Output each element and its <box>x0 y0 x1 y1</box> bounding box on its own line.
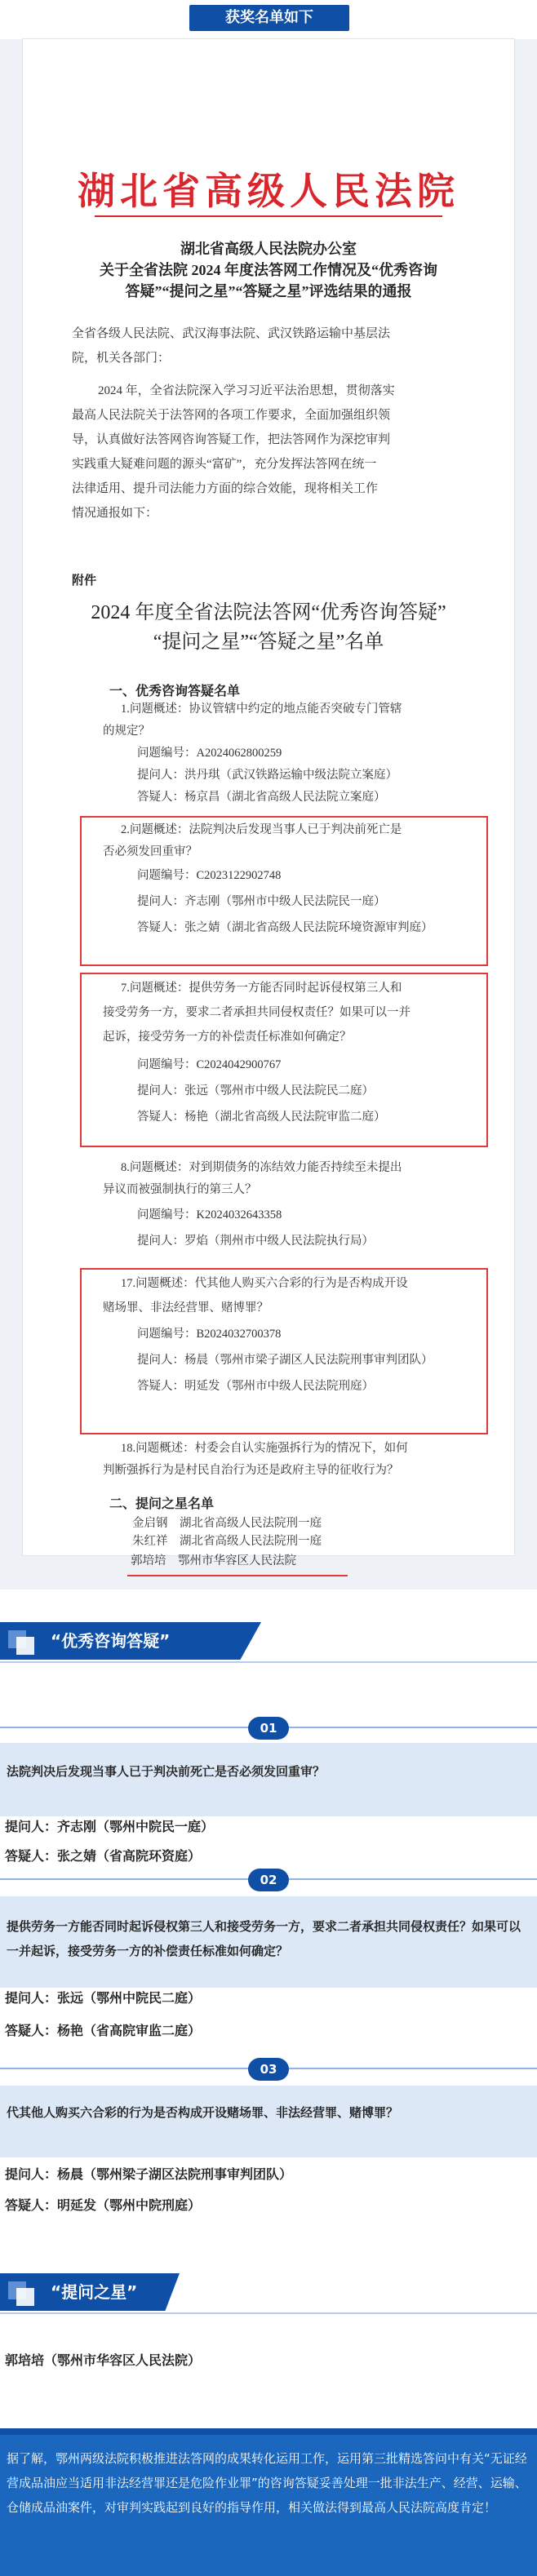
item-8-line-2: 异议而被强制执行的第三人？ <box>103 1183 257 1196</box>
decor-square-icon-2 <box>16 2288 34 2306</box>
item-1-number: 问题编号：A2024062800259 <box>137 747 282 760</box>
entry-3-question-box <box>0 2086 537 2157</box>
entry-1-number: 01 <box>248 1717 289 1740</box>
item-1-asker: 提问人：洪丹琪（武汉铁路运输中级法院立案庭） <box>137 769 397 782</box>
item-1-answerer: 答疑人：杨京昌（湖北省高级人民法院立案庭） <box>137 791 386 804</box>
notice-title-line-2: 答疑”“提问之星”“答疑之星”评选结果的通报 <box>125 283 412 299</box>
entry-2-answerer: 答疑人：杨艳（省高院审监二庭） <box>5 2023 202 2038</box>
body-line-3: 导，认真做好法答网咨询答疑工作，把法答网作为深挖审判 <box>72 433 391 446</box>
item-1-line-1: 1.问题概述：协议管辖中约定的地点能否突破专门管辖 <box>121 703 402 716</box>
footer-stripe <box>0 2428 537 2435</box>
item-7-asker: 提问人：张远（鄂州市中级人民法院民二庭） <box>137 1084 374 1097</box>
star-name: 郭培培（鄂州市华容区人民法院） <box>5 2352 202 2368</box>
item-7-line-1: 7.问题概述：提供劳务一方能否同时起诉侵权第三人和 <box>121 982 402 995</box>
section-header-rule <box>0 2312 537 2314</box>
item-7-number: 问题编号：C2024042900767 <box>137 1058 282 1071</box>
decor-square-icon-2 <box>16 1637 34 1655</box>
item-1-line-2: 的规定？ <box>103 725 150 738</box>
star-line-3: 郭培培 鄂州市华容区人民法院 <box>131 1554 296 1567</box>
document-area <box>0 39 537 1589</box>
item-18-line-2: 判断强拆行为是村民自治行为还是政府主导的征收行为？ <box>103 1464 399 1477</box>
section-title-excellent: “优秀咨询答疑” <box>51 1631 171 1651</box>
entry-2-question: 提供劳务一方能否同时起诉侵权第三人和接受劳务一方，要求二者承担共同侵权责任？如果可以一并起诉，接受劳务一方的补偿责任标准如何确定？ <box>7 1919 521 1958</box>
body-line-2: 最高人民法院关于法答网的各项工作要求，全面加强组织领 <box>72 409 391 422</box>
document-header-title: 湖北省高级人民法院 <box>78 169 459 213</box>
footer-text: 据了解，鄂州两级法院积极推进法答网的成果转化运用工作，运用第三批精选答问中有关“无证经营成品油应当适用非法经营罪还是危险作业罪”的咨询答疑妥善处理一批非法生产、经营、运输、仓储成品油案件，对审判实践起到良好的指导作用，相关做法得到最高人民法院高度肯定！ <box>7 2451 527 2515</box>
item-8-line-1: 8.问题概述：对到期债务的冻结效力能否持续至未提出 <box>121 1161 402 1174</box>
entry-3-question: 代其他人购买六合彩的行为是否构成开设赌场罪、非法经营罪、赌博罪？ <box>7 2105 399 2120</box>
entry-1-asker: 提问人：齐志刚（鄂州中院民一庭） <box>5 1819 215 1834</box>
addressee-line-1: 全省各级人民法院、武汉海事法院、武汉铁路运输中基层法 <box>72 327 391 340</box>
entry-3-asker: 提问人：杨晨（鄂州梁子湖区法院刑事审判团队） <box>5 2166 293 2182</box>
item-2-line-2: 否必须发回重审？ <box>103 845 197 858</box>
section-header-star <box>0 2273 537 2316</box>
entry-3-number: 03 <box>248 2058 289 2081</box>
item-8-number: 问题编号：K2024032643358 <box>137 1208 282 1221</box>
attachment-title-line-2: “提问之星”“答疑之星”名单 <box>153 632 384 653</box>
entry-2-asker: 提问人：张远（鄂州中院民二庭） <box>5 1990 202 2006</box>
section-title-star: “提问之星” <box>51 2282 138 2302</box>
item-17-asker: 提问人：杨晨（鄂州市梁子湖区人民法院刑事审判团队） <box>137 1354 433 1367</box>
entry-2-number: 02 <box>248 1869 289 1891</box>
item-2-answerer: 答疑人：张之婧（湖北省高级人民法院环境资源审判庭） <box>137 921 433 934</box>
entry-2-question-box <box>0 1896 537 1988</box>
attachment-title-line-1: 2024 年度全省法院法答网“优秀咨询答疑” <box>91 602 446 623</box>
item-17-number: 问题编号：B2024032700378 <box>137 1328 282 1341</box>
item-2-asker: 提问人：齐志刚（鄂州市中级人民法院民一庭） <box>137 895 386 908</box>
item-7-line-3: 起诉，接受劳务一方的补偿责任标准如何确定？ <box>103 1031 352 1044</box>
item-18-line-1: 18.问题概述：村委会自认实施强拆行为的情况下，如何 <box>121 1442 408 1455</box>
issuer: 湖北省高级人民法院办公室 <box>180 241 357 257</box>
star-line-3-underline <box>127 1575 348 1576</box>
addressee-line-2: 院，机关各部门： <box>72 352 171 365</box>
body-line-5: 法律适用、提升司法能力方面的综合效能，现将相关工作 <box>72 482 379 495</box>
body-line-4: 实践重大疑难问题的源头“富矿”，充分发挥法答网在统一 <box>72 458 377 471</box>
section-2-title: 二、提问之星名单 <box>109 1497 215 1511</box>
entry-1-answerer: 答疑人：张之婧（省高院环资庭） <box>5 1848 202 1864</box>
section-1-title: 一、优秀咨询答疑名单 <box>109 685 241 698</box>
attachment-label: 附件 <box>72 574 97 587</box>
star-line-1: 金启钢 湖北省高级人民法院刑一庭 <box>132 1517 322 1530</box>
notice-title-line-1: 关于全省法院 2024 年度法答网工作情况及“优秀咨询 <box>100 262 437 278</box>
document-header-rule <box>95 215 442 217</box>
item-2-number: 问题编号：C2023122902748 <box>137 869 282 882</box>
section-header-excellent <box>0 1622 537 1665</box>
item-8-asker: 提问人：罗焰（荆州市中级人民法院执行局） <box>137 1235 374 1248</box>
item-17-line-1: 17.问题概述：代其他人购买六合彩的行为是否构成开设 <box>121 1277 408 1290</box>
section-header-rule <box>0 1661 537 1663</box>
award-list-tag-text: 获奖名单如下 <box>225 9 313 26</box>
award-list-tag <box>189 5 349 31</box>
star-line-2: 朱红祥 湖北省高级人民法院刑一庭 <box>132 1535 322 1548</box>
body-line-6: 情况通报如下： <box>72 507 158 520</box>
item-17-answerer: 答疑人：明延发（鄂州市中级人民法院刑庭） <box>137 1380 374 1393</box>
footer-panel <box>0 2428 537 2576</box>
item-17-line-2: 赌场罪、非法经营罪、赌博罪？ <box>103 1301 268 1315</box>
entry-1-question-box <box>0 1743 537 1816</box>
item-7-answerer: 答疑人：杨艳（湖北省高级人民法院审监二庭） <box>137 1111 386 1124</box>
entry-1-question: 法院判决后发现当事人已于判决前死亡是否必须发回重审？ <box>7 1764 326 1779</box>
body-line-1: 2024 年，全省法院深入学习习近平法治思想，贯彻落实 <box>98 384 395 397</box>
document-page <box>23 39 514 1555</box>
entry-3-answerer: 答疑人：明延发（鄂州中院刑庭） <box>5 2197 202 2213</box>
item-2-line-1: 2.问题概述：法院判决后发现当事人已于判决前死亡是 <box>121 823 402 836</box>
item-7-line-2: 接受劳务一方，要求二者承担共同侵权责任？如果可以一并 <box>103 1006 411 1019</box>
